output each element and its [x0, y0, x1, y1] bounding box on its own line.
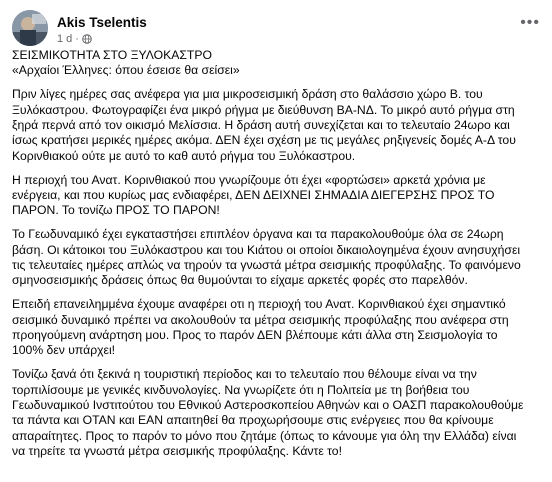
avatar[interactable] — [12, 10, 48, 46]
globe-icon — [82, 34, 92, 44]
post-paragraph: Πριν λίγες ημέρες σας ανέφερα για μια μικροσεισμική δράση στο θαλάσσιο χώρο Β. του Ξυλόκαστρου. Φωτογραφίζει ένα μικρό ρήγμα με διεύθυνση ΒΑ-ΝΔ. Το μικρό αυτό ρήγμα στη ξηρά περνά από τον οικισμό Μελίσσια. Η δράση αυτή συνεχίζεται και το τελευταίο 24ωρο και ίσως κρατήσει μερικές ημέρες ακόμα. ΔΕΝ έχει σχέση με τις μεγάλες ρηξιγενείς δομές Α-Δ του Κορινθιακού ούτε με αυτό το καθ αυτό ρήγμα του Ξυλόκαστρου. — [12, 87, 516, 163]
post-subtitle: «Αρχαίοι Έλληνες: όπου έσεισε θα σείσει» — [12, 63, 240, 78]
post-paragraph: Το Γεωδυναμικό έχει εγκαταστήσει επιπλέον όργανα και τα παρακολουθούμε όλα σε 24ωρη βάση. Οι κάτοικοι του Ξυλόκαστρου και του Κιάτου οι οποίοι δικαιολογημένα έχουν ανησυχήσει τις τελευταίες ημέρες απλώς να τηρούν τα γνωστά μέτρα σεισμικής προφύλαξης. Το φαινόμενο σμηνοσεισμικής δράσεις όπως θα θυμούνται το είχαμε αρκετές φορές στο παρελθόν. — [12, 227, 521, 288]
post-title: ΣΕΙΣΜΙΚΟΤΗΤΑ ΣΤΟ ΞΥΛΟΚΑΣΤΡΟ — [12, 48, 212, 62]
post-meta — [57, 33, 92, 45]
author-name[interactable]: Akis Tselentis — [57, 15, 147, 30]
post-time[interactable]: 1 d — [57, 33, 73, 45]
post-body — [12, 48, 532, 468]
post-paragraph: Η περιοχή του Ανατ. Κορινθιακού που γνωρίζουμε ότι έχει «φορτώσει» αρκετά χρόνια με ενέργεια, και που κυρίως μας ενδιαφέρει, ΔΕΝ ΔΕΙΧΝΕΙ ΣΗΜΑΔΙΑ ΔΙΕΓΕΡΣΗΣ ΠΡΟΣ ΤΟ ΠΑΡΟΝ. Το τονίζω ΠΡΟΣ ΤΟ ΠΑΡΟΝ! — [12, 172, 495, 218]
avatar-photo — [12, 10, 48, 46]
post-paragraph: Τονίζω ξανά ότι ξεκινά η τουριστική περίοδος και το τελευταίο που θέλουμε είναι να την τορπιλίσουμε με γενικές κινδυνολογίες. Να γνωρίζετε ότι η Πολιτεία με τη βοήθεια του Γεωδυναμικού Ινστιτούτου του Εθνικού Αστεροσκοπείου Αθηνών και ο ΟΑΣΠ παρακολουθούμε τα πάντα και ΟΤΑΝ και ΕΑΝ απαιτηθεί θα προχωρήσουμε στις ενέργειες που θα κρίνουμε απαραίτητες. Προς το παρόν το μόνο που ζητάμε (όπως το κάνουμε για όλη την Ελλάδα) είναι να τηρείτε τα γνωστά μέτρα σεισμικής προφύλαξης. Κάντε το! — [12, 367, 524, 459]
meta-separator: · — [75, 33, 79, 45]
post-paragraph: Επειδή επανειλημμένα έχουμε αναφέρει οτι η περιοχή του Ανατ. Κορινθιακού έχει σημαντικό σεισμικό δυναμικό πρέπει να ακολουθούν τα μέτρα σεισμικής προφύλαξης που ανέφερα στη προηγούμενη ανάρτηση μου. Προς το παρόν ΔΕΝ βλέπουμε κάτι άλλα στη Σεισμολογία το 100% δεν υπάρχει! — [12, 297, 509, 358]
post-header — [12, 8, 540, 45]
more-options-icon[interactable]: ••• — [520, 14, 540, 31]
